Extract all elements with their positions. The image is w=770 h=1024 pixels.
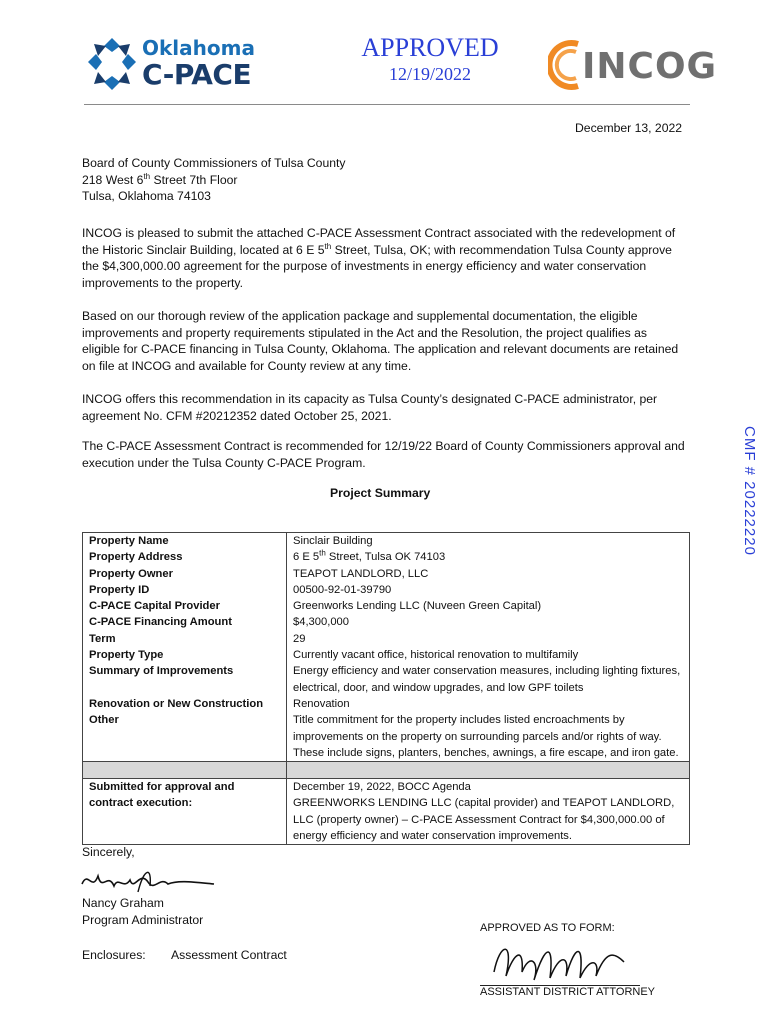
assistant-district-attorney: ASSISTANT DISTRICT ATTORNEY xyxy=(480,986,656,998)
stamp-approved-text: APPROVED xyxy=(361,33,499,62)
table-row xyxy=(83,533,690,762)
enclosures-label: Enclosures: xyxy=(82,948,146,962)
submitted-label: Submitted for approval and contract execution: xyxy=(83,779,287,845)
approved-as-to-form: APPROVED AS TO FORM: xyxy=(480,922,615,934)
letter-date: December 13, 2022 xyxy=(575,121,683,135)
address-line2: 218 West 6th Street 7th Floor xyxy=(82,171,238,187)
stamp-date: 12/19/2022 xyxy=(388,64,471,84)
enclosures-value: Assessment Contract xyxy=(171,948,287,962)
signature-assistant-da xyxy=(484,932,634,992)
submitted-value: December 19, 2022, BOCC Agenda GREENWORKS LENDING LLC (capital provider) and TEAPOT LANDLORD, LLC (property owner) – C-PACE Assessment Contract for $4,300,000.00 of energy efficiency and water conservation improvements. xyxy=(287,779,690,845)
logo-cpace-text: C-PACE xyxy=(142,58,252,91)
address-line3: Tulsa, Oklahoma 74103 xyxy=(82,189,211,204)
table-row xyxy=(83,779,690,845)
table-spacer-row xyxy=(83,762,690,779)
address-line1: Board of County Commissioners of Tulsa County xyxy=(82,156,346,170)
cmf-stamp: CMF # 20222220 xyxy=(741,426,758,556)
logo-oklahoma-text: Oklahoma xyxy=(142,36,255,60)
signer-title: Program Administrator xyxy=(82,913,204,927)
recipient-address xyxy=(82,155,688,205)
paragraph-2: Based on our thorough review of the application package and supplemental documentation, the eligible improvements and property requirements stipulated in the Act and the Resolution, the project qualifies as eligible for C-PACE financing in Tulsa County, Oklahoma. The application and relevant documents are retained on file at INCOG and available for County review at any time. xyxy=(82,309,679,373)
logo-incog-text: INCOG xyxy=(582,46,718,87)
header-divider xyxy=(84,104,690,105)
paragraph-1: INCOG is pleased to submit the attached C-PACE Assessment Contract associated with the redevelopment of the Historic Sinclair Building, located at 6 E 5th Street, Tulsa, OK; with recommendation Tulsa County approve the $4,300,000.00 agreement for the purpose of investments in energy efficiency and water conservation improvements to the property. xyxy=(82,226,676,290)
incog-logo xyxy=(548,38,718,92)
sincerely-text: Sincerely, xyxy=(82,845,135,859)
cpace-emblem-icon xyxy=(86,36,138,92)
signer-name: Nancy Graham xyxy=(82,896,164,910)
paragraph-4: The C-PACE Assessment Contract is recommended for 12/19/22 Board of County Commissioners approval and execution under the Tulsa County C-PACE Program. xyxy=(82,439,685,470)
project-summary-title: Project Summary xyxy=(330,486,431,500)
oklahoma-cpace-logo xyxy=(86,34,286,94)
row-label: Property Name Property Address Property Owner Property ID C-PACE Capital Provider C-PACE Financing Amount Term Property Type Summary of Improvements Renovation or New Construction Other xyxy=(83,533,287,762)
approved-stamp xyxy=(360,34,500,84)
project-summary-table xyxy=(82,532,690,845)
row-value: Sinclair Building 6 E 5th Street, Tulsa OK 74103 TEAPOT LANDLORD, LLC 00500-92-01-39790 Greenworks Lending LLC (Nuveen Green Capital) $4,300,000 29 Currently vacant office, historical renovation to multifamily Energy efficiency and water conservation measures, including lighting fixtures, electrical, door, and window upgrades, and low GPF toilets Renovation Title commitment for the property includes listed encroachments by improvements on the property on surrounding parcels and/or rights of way. These include signs, planters, benches, awnings, a fire escape, and iron gate. xyxy=(287,533,690,762)
paragraph-3: INCOG offers this recommendation in its capacity as Tulsa County’s designated C-PACE administrator, per agreement No. CFM #20212352 dated October 25, 2021. xyxy=(82,392,658,423)
